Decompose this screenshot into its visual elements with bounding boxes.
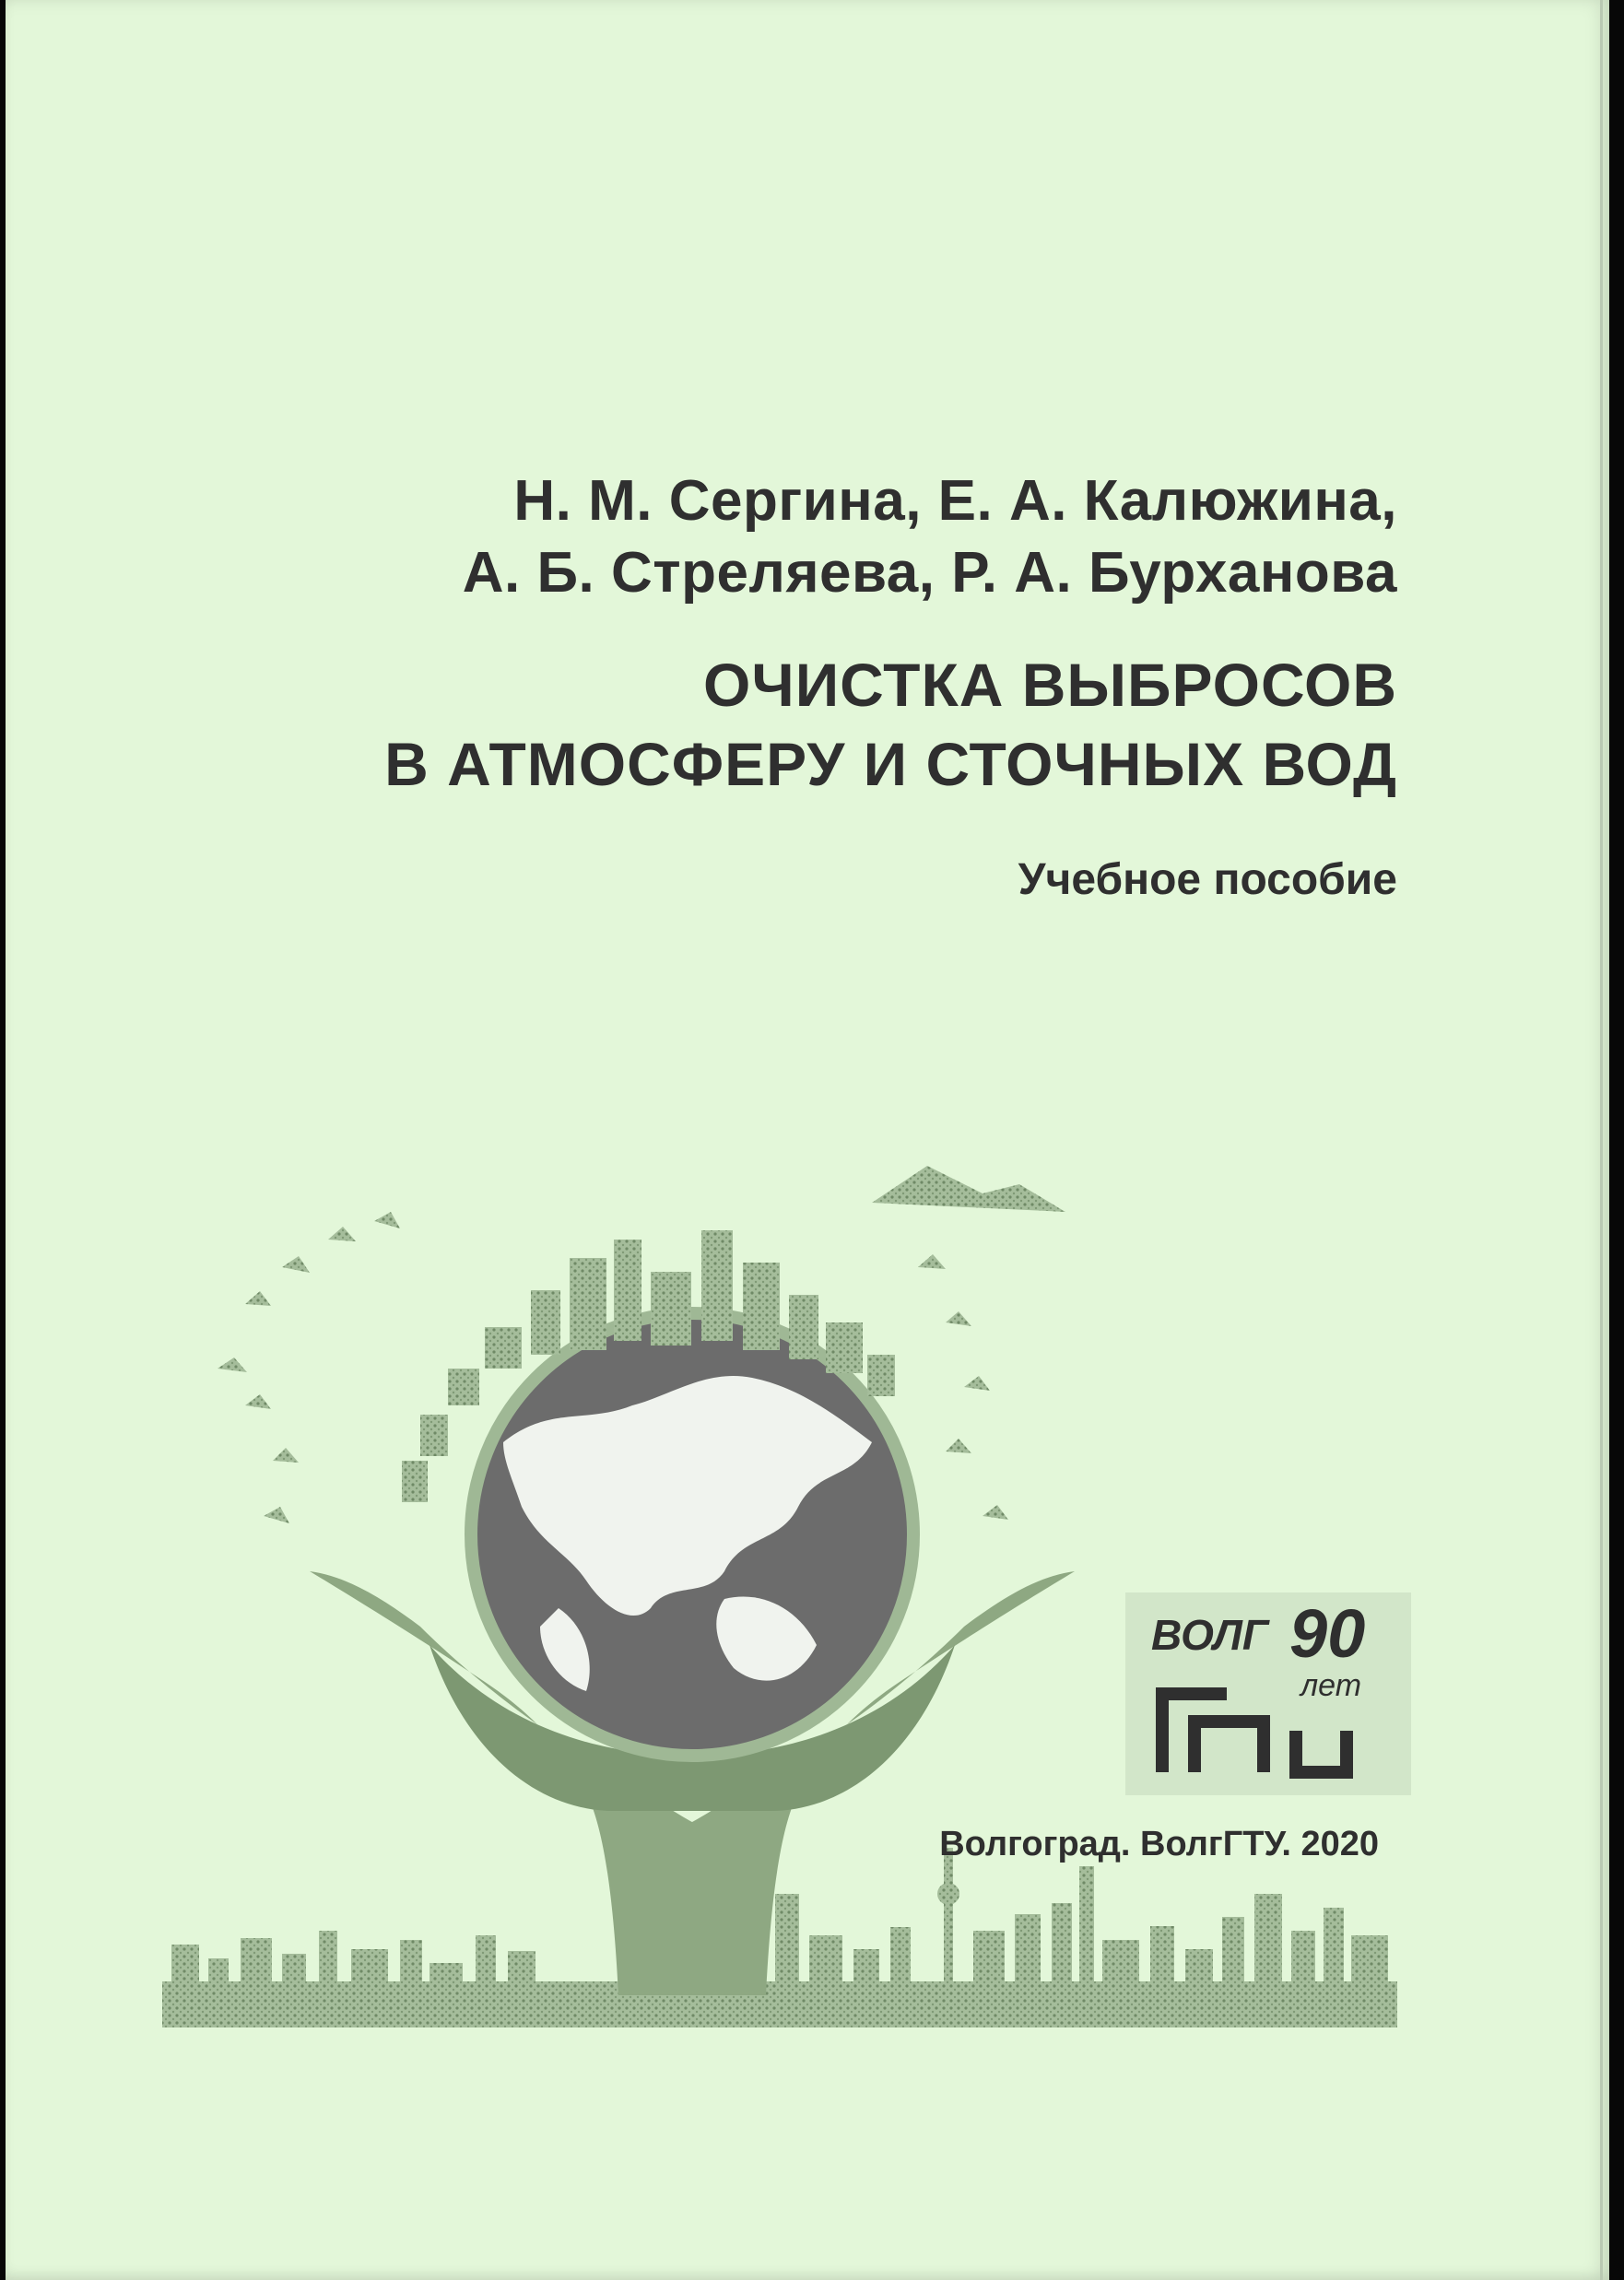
city-skyline (162, 1848, 1397, 2027)
authors-line-1: Н. М. Сергина, Е. А. Калюжина, (513, 469, 1397, 533)
book-cover (6, 0, 1609, 2280)
logo-number: 90 (1289, 1595, 1366, 1672)
book-subtitle: Учебное пособие (1018, 855, 1397, 904)
logo-years: лет (1300, 1668, 1362, 1703)
book-title (384, 645, 1397, 804)
publisher-imprint: Волгоград. ВолгГТУ. 2020 (939, 1825, 1379, 1863)
globe (471, 1313, 913, 1756)
cover-edge (1600, 0, 1603, 2280)
logo-letters: ГТУ (941, 1401, 958, 1411)
authors (463, 465, 1397, 609)
title-line-2: В АТМОСФЕРУ И СТОЧНЫХ ВОД (384, 730, 1397, 798)
authors-line-2: А. Б. Стреляева, Р. А. Бурханова (462, 541, 1397, 605)
volggtu-90-years-logo (941, 1401, 1411, 1795)
logo-text-volg: ВОЛГ (1151, 1611, 1269, 1659)
title-line-1: ОЧИСТКА ВЫБРОСОВ (703, 651, 1397, 719)
